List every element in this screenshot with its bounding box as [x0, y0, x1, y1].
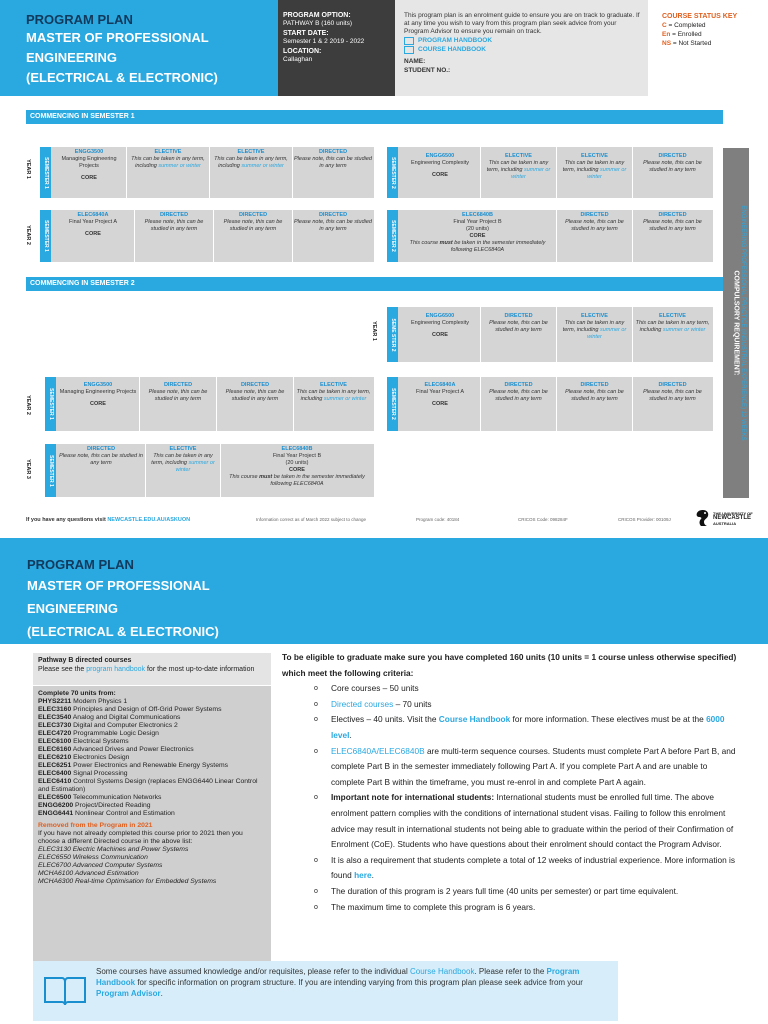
semester-tab: SEMESTER 2	[387, 210, 398, 262]
semester-card	[45, 444, 374, 497]
year-label: YEAR 2	[24, 395, 31, 415]
commencing-semester-2-band: COMMENCING IN SEMESTER 2	[26, 277, 748, 291]
graduation-criteria	[282, 650, 742, 915]
semester-card	[387, 147, 713, 198]
course-cell: DIRECTED Please note, this can be studied in any term	[223, 212, 283, 232]
criteria-lead: To be eligible to graduate make sure you have completed 160 units (10 units = 1 course unless otherwise specified) which meet the following criteria:	[282, 652, 737, 678]
semester-card	[45, 377, 374, 431]
course-cell: ENGG6500 Engineering Complexity CORE	[410, 153, 470, 178]
directed-course-item: PHYS2211 Modern Physics 1	[38, 698, 128, 705]
degree-title-line: MASTER OF PROFESSIONAL	[27, 578, 210, 593]
footer-program-code: Program code: 40184	[416, 517, 460, 522]
course-cell: DIRECTED Please note, this can be studied in any term	[294, 212, 372, 232]
degree-title-line: ENGINEERING	[26, 50, 118, 65]
guide-text: This program plan is an enrolment guide to ensure you are on track to graduate. If at any time you wish to vary from this program plan seek advice from your Program Advisor to ensure you remain on track.	[404, 12, 640, 35]
criteria-item: o ELEC6840A/ELEC6840B are multi-term sequence courses. Students must complete Part A before Part B, and complete Part B in the semester immediately following Part A. If you complete Part A and are unable to complete Part B within the timeframe, you must re-enrol in and complete Part A again.	[314, 744, 742, 791]
course-cell: ELEC6840A Final Year Project A CORE	[415, 382, 464, 407]
directed-course-item: ELEC6210 Electronics Design	[38, 754, 130, 761]
course-cell: ELECTIVE This can be taken in any term, including summer or winter	[151, 446, 215, 473]
removed-course-item: MCHA6300 Real-time Optimisation for Embedded Systems	[38, 878, 217, 885]
directed-course-item: ELEC6100 Electrical Systems	[38, 738, 129, 745]
semester-tab: SEMESTER 1	[45, 444, 56, 497]
book-icon	[404, 46, 414, 54]
course-cell: DIRECTED Please note, this can be studied in any term	[643, 212, 702, 232]
course-cell: DIRECTED Please note, this can be studied in any term	[565, 382, 624, 402]
degree-title-line: MASTER OF PROFESSIONAL	[26, 30, 209, 45]
course-handbook-label: COURSE HANDBOOK	[418, 46, 486, 53]
course-cell: DIRECTED Please note, this can be studied in any term	[144, 212, 204, 232]
semester-tab: SEMESTER 1	[40, 210, 51, 262]
directed-course-item: ELEC4720 Programmable Logic Design	[38, 730, 159, 737]
footer-info-date: Information correct as of March 2022 subject to change	[256, 517, 367, 522]
course-cell: ENGG3500 Managing Engineering Projects CORE	[61, 149, 117, 181]
directed-course-item: ELEC3540 Analog and Digital Communications	[38, 714, 181, 721]
semester-card	[387, 307, 713, 362]
degree-title-line: (ELECTRICAL & ELECTRONIC)	[26, 70, 218, 85]
compulsory-requirement-detail: ENGINEERING PROFESSIONAL PRACTICE (INDUSTRIAL EXPERIENCE) 12 WEEKS	[740, 205, 746, 441]
directed-course-list	[38, 698, 266, 818]
year-label: YEAR 3	[24, 459, 31, 479]
course-cell: ELECTIVE This can be taken in any term, including summer or winter	[562, 153, 627, 180]
course-cell: DIRECTED Please note, this can be studied in any term	[489, 313, 548, 333]
course-cell: DIRECTED Please note, this can be studied in any term	[294, 149, 372, 169]
course-cell: DIRECTED Please note, this can be studied in any term	[643, 153, 702, 173]
course-cell: ENGG3500 Managing Engineering Projects CORE	[59, 382, 137, 407]
course-cell: ELECTIVE This can be taken in any term, including summer or winter	[214, 149, 288, 169]
year-label: YEAR 2	[24, 225, 31, 245]
location-value: Callaghan	[283, 55, 313, 63]
directed-course-item: ENGG6441 Nonlinear Control and Estimation	[38, 810, 175, 817]
directed-intro-panel: Pathway B directed courses Please see the program handbook for the most up-to-date information	[33, 653, 271, 685]
program-info-block	[278, 0, 395, 96]
program-plan-label: PROGRAM PLAN	[26, 12, 133, 27]
criteria-item: o Electives – 40 units. Visit the Course Handbook for more information. These electives must be at the 6000 level.	[314, 712, 742, 743]
status-key-title: COURSE STATUS KEY	[662, 13, 738, 20]
directed-courses-link[interactable]: Directed courses	[331, 698, 394, 709]
course-cell: DIRECTED Please note, this can be studied in any term	[489, 382, 548, 402]
program-handbook-link[interactable]	[404, 37, 642, 45]
course-handbook-link[interactable]: Course Handbook	[409, 967, 475, 976]
header-title-block	[0, 0, 278, 96]
directed-course-item: ELEC6500 Telecommunication Networks	[38, 794, 162, 801]
criteria-item: o The duration of this program is 2 years full time (40 units per semester) or part time equivalent.	[314, 884, 742, 900]
course-cell: ELEC6840B Final Year Project B (20 units) CORE This course must be taken in the semester immediately following ELEC6840A	[409, 212, 546, 253]
criteria-item: o It is also a requirement that students complete a total of 12 weeks of industrial experience. More information is found here.	[314, 853, 742, 884]
semester-tab: SEMESTER 2	[387, 147, 398, 198]
semester-tab: SEMESTER 1	[40, 147, 51, 198]
page2-header	[0, 538, 768, 644]
semester-card	[387, 210, 713, 262]
program-handbook-link[interactable]: program handbook	[86, 665, 146, 673]
status-key-item: C = Completed	[662, 22, 706, 29]
course-handbook-link[interactable]: Course Handbook	[438, 714, 511, 725]
removed-course-item: MCHA6100 Advanced Estimation	[38, 870, 139, 877]
criteria-item: o Core courses – 50 units	[314, 681, 742, 697]
removed-course-item: ELEC6700 Advanced Computer Systems	[38, 862, 163, 869]
course-cell: ELECTIVE This can be taken in any term, including summer or winter	[296, 382, 371, 402]
guide-block	[395, 0, 648, 96]
course-cell: DIRECTED Please note, this can be studied in any term	[565, 212, 624, 232]
course-cell: ELECTIVE This can be taken in any term, including summer or winter	[635, 313, 710, 333]
name-label: NAME:	[404, 58, 426, 65]
university-logo	[695, 509, 753, 527]
program-option-value: PATHWAY B (160 units)	[283, 19, 352, 27]
removed-course-list	[38, 846, 266, 886]
program-advisor-link[interactable]: Program Advisor	[96, 989, 161, 998]
degree-title-line: (ELECTRICAL & ELECTRONIC)	[27, 624, 219, 639]
directed-list-title: Complete 70 units from:	[38, 690, 116, 697]
year-label: YEAR 1	[24, 159, 31, 179]
course-cell: DIRECTED Please note, this can be studied in any term	[59, 446, 143, 466]
removed-course-item: ELEC6550 Wireless Communication	[38, 854, 148, 861]
course-cell: ELECTIVE This can be taken in any term, including summer or winter	[131, 149, 205, 169]
open-book-icon	[42, 974, 88, 1008]
directed-course-item: ELEC6400 Signal Processing	[38, 770, 128, 777]
level-6000-link[interactable]: 6000 level	[331, 714, 725, 740]
directed-course-item: ENGG6200 Project/Directed Reading	[38, 802, 151, 809]
university-logo-text: THE UNIVERSITY OF NEWCASTLE AUSTRALIA	[713, 510, 753, 526]
year-label: YEAR 1	[370, 321, 377, 341]
directed-intro-title: Pathway B directed courses	[38, 657, 132, 664]
note-text: Some courses have assumed knowledge and/or requisites, please refer to the individual Course Handbook. Please refer to the Program Handbook for specific information on program structure. If you are intending varying from this program plan please seek advice from your Program Advisor.	[96, 967, 583, 998]
here-link[interactable]: here	[354, 870, 372, 881]
multi-term-link[interactable]: ELEC6840A/ELEC6840B	[331, 745, 425, 756]
course-cell: DIRECTED Please note, this can be studied in any term	[643, 382, 702, 402]
course-cell: ELEC6840A Final Year Project A CORE	[68, 212, 117, 237]
directed-course-item: ELEC3730 Digital and Computer Electronics 2	[38, 722, 178, 729]
criteria-item: o Directed courses – 70 units	[314, 697, 742, 713]
status-key-item: En = Enrolled	[662, 31, 702, 38]
course-cell: ENGG6500 Engineering Complexity CORE	[410, 313, 470, 338]
removed-intro: If you have not already completed this course prior to 2021 then you choose a different Directed course in the above list:	[38, 830, 243, 845]
program-handbook-link[interactable]: Program Handbook	[96, 967, 580, 987]
program-handbook-label: PROGRAM HANDBOOK	[418, 37, 493, 44]
sea-horse-logo-icon	[695, 509, 711, 527]
footer-cricos-provider: CRICOS Provider: 00109J	[618, 517, 671, 522]
compulsory-requirement-title: COMPULSORY REQUIREMENT:	[732, 270, 740, 376]
start-date-value: Semester 1 & 2 2019 - 2022	[283, 37, 365, 45]
degree-title-line: ENGINEERING	[27, 601, 119, 616]
program-plan-page-2	[0, 538, 768, 1024]
course-cell: DIRECTED Please note, this can be studied in any term	[148, 382, 208, 402]
start-date-label: START DATE:	[283, 30, 329, 37]
askuon-link[interactable]: NEWCASTLE.EDU.AU/ASKUON	[107, 517, 191, 523]
status-key-item: NS = Not Started	[662, 40, 712, 47]
semester-card	[40, 147, 374, 198]
assumed-knowledge-note	[33, 961, 618, 1021]
removed-course-item: ELEC3130 Electric Machines and Power Systems	[38, 846, 189, 853]
location-label: LOCATION:	[283, 48, 322, 55]
course-handbook-link[interactable]	[404, 46, 642, 54]
course-cell: ELECTIVE This can be taken in any term, including summer or winter	[486, 153, 551, 180]
directed-course-item: ELEC6160 Advanced Drives and Power Electronics	[38, 746, 194, 753]
program-option-label: PROGRAM OPTION:	[283, 12, 351, 19]
semester-tab: SEMESTER 2	[387, 377, 398, 431]
criteria-item: o Important note for international students: International students must be enrolled full time. The above enrolment pattern complies with the conditions of international student visas. Failing to follow this enrolment advice may result in international students not being able to graduate within the period of their Confirmation of Enrolment (CoE). Students who have questions about their enrolment should contact the Program Advisor.	[314, 790, 742, 852]
program-plan-label: PROGRAM PLAN	[27, 557, 134, 572]
semester-card	[387, 377, 713, 431]
directed-course-item: ELEC3160 Principles and Design of Off-Grid Power Systems	[38, 706, 222, 713]
course-status-key	[648, 0, 768, 96]
removed-title: Removed from the Program in 2021	[38, 822, 153, 829]
course-cell: DIRECTED Please note, this can be studied in any term	[225, 382, 285, 402]
directed-course-item: ELEC6410 Control Systems Design (replaces ENGG6440 Linear Control and Estimation)	[38, 778, 258, 793]
footer-questions: If you have any questions visit NEWCASTLE.EDU.AU/ASKUON	[26, 517, 191, 523]
footer-cricos-code: CRICOS Code: 098284F	[518, 517, 568, 522]
commencing-semester-1-band: COMMENCING IN SEMESTER 1	[26, 110, 723, 124]
directed-courses-panel	[33, 686, 271, 980]
book-icon	[404, 37, 414, 45]
course-cell: ELECTIVE This can be taken in any term, including summer or winter	[562, 313, 627, 340]
student-no-label: STUDENT NO.:	[404, 67, 451, 74]
course-cell: ELEC6840B Final Year Project B (20 units) CORE This course must be taken in the semester immediately following ELEC6840A	[229, 446, 365, 487]
semester-card	[40, 210, 374, 262]
directed-course-item: ELEC6251 Power Electronics and Renewable Energy Systems	[38, 762, 229, 769]
semester-tab: SEMESTER 1	[45, 377, 56, 431]
compulsory-requirement-bar	[723, 148, 749, 498]
criteria-item: o The maximum time to complete this program is 6 years.	[314, 900, 742, 916]
semester-tab: SEME STER 2	[387, 307, 398, 362]
